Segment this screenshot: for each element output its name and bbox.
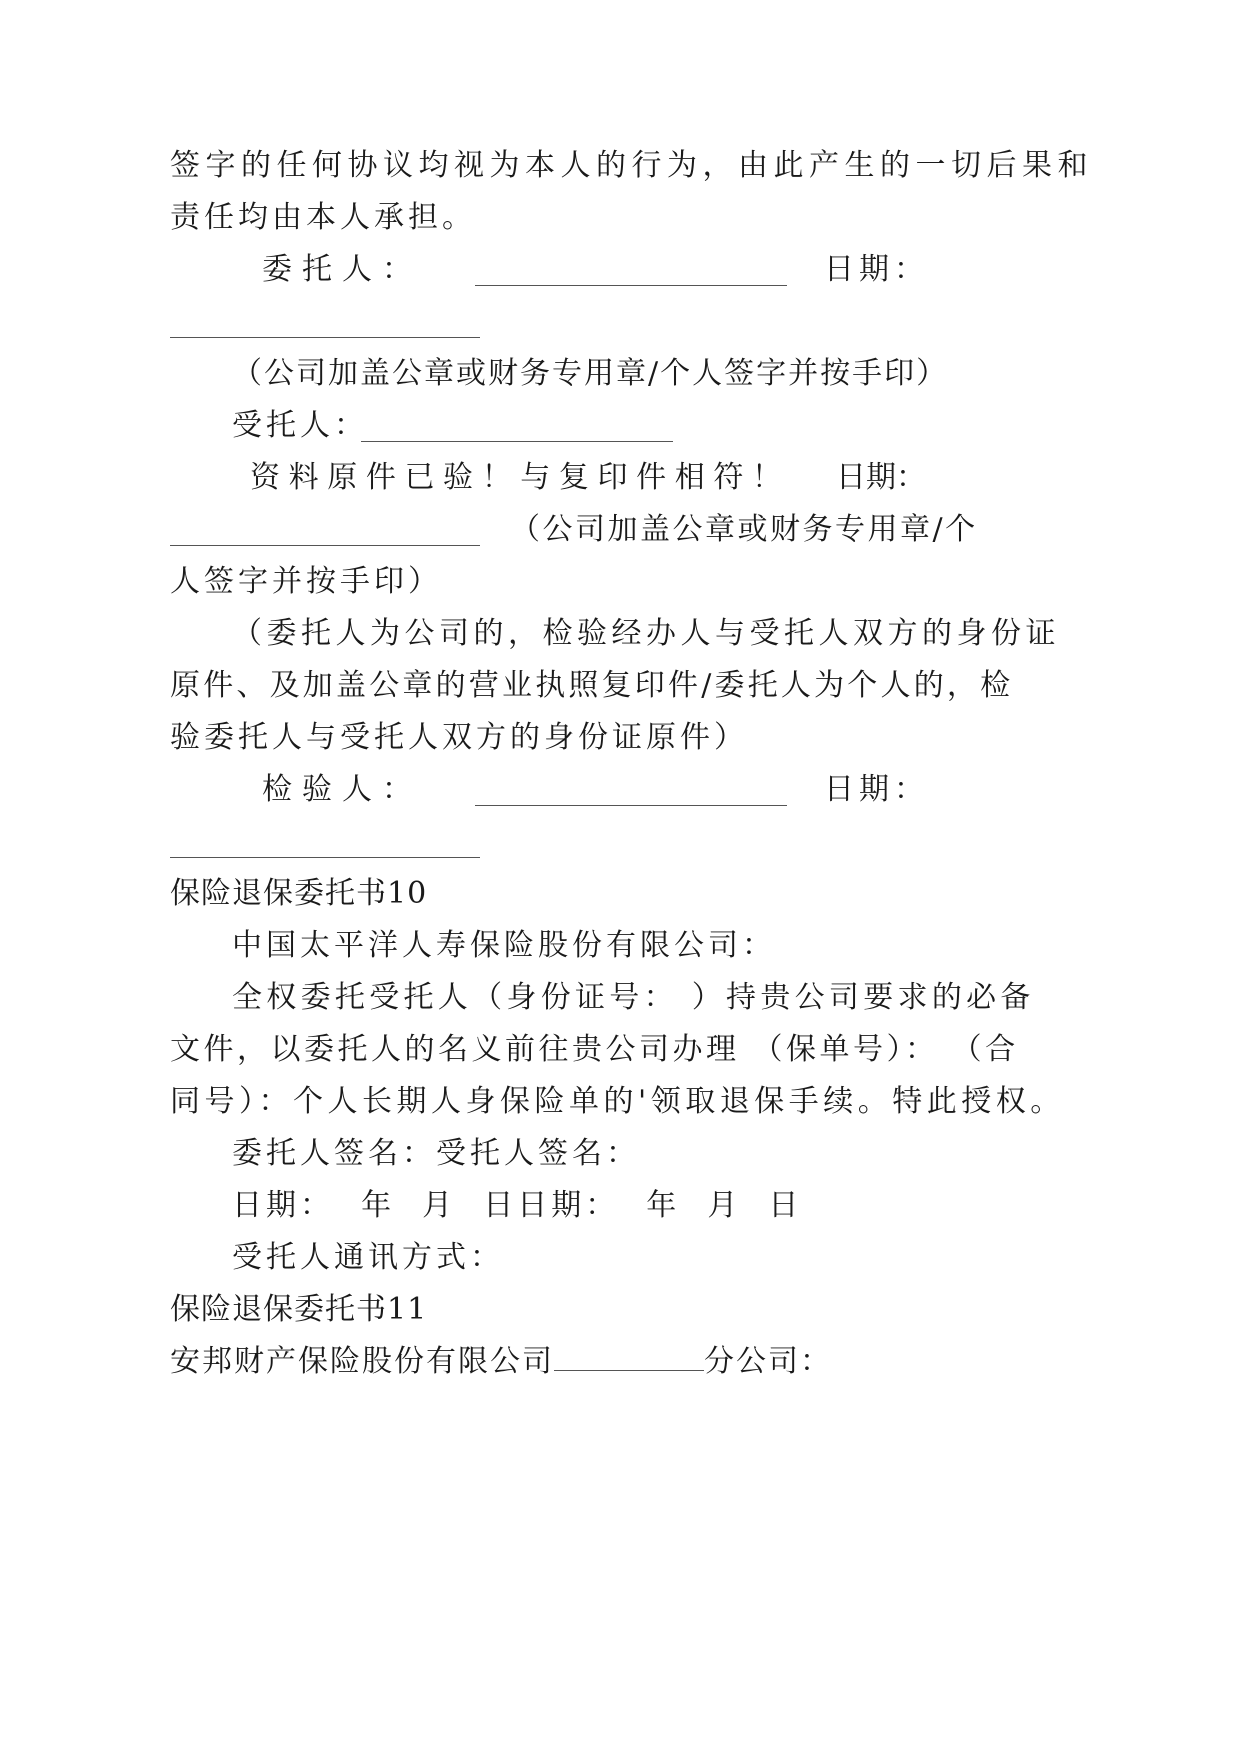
inspector-date-line	[170, 857, 480, 858]
signature-labels: 委托人签名：受托人签名：	[232, 1136, 640, 1171]
date-labels: 日期： 年 月 日日期： 年 月 日	[232, 1188, 803, 1223]
body-text-line: 签字的任何协议均视为本人的行为，由此产生的一切后果和	[170, 148, 1093, 183]
principal-label: 委 托 人 ：	[262, 252, 412, 287]
authorization-text: 文件，以委托人的名义前往贵公司办理 （保单号）： （合	[170, 1032, 1019, 1067]
inspector-signature-line	[475, 805, 787, 806]
verification-date-line	[170, 545, 480, 546]
seal-note-continued: 人签字并按手印）	[170, 564, 442, 599]
inspection-note: 原件、及加盖公章的营业执照复印件/委托人为个人的，检	[170, 668, 1014, 703]
contact-label: 受托人通讯方式：	[232, 1240, 504, 1275]
section-title: 保险退保委托书11	[170, 1292, 428, 1327]
addressee: 中国太平洋人寿保险股份有限公司：	[232, 928, 776, 963]
trustee-signature-line	[361, 441, 673, 442]
seal-note: （公司加盖公章或财务专用章/个人签字并按手印）	[232, 356, 949, 391]
addressee-line: 安邦财产保险股份有限公司 分公司：	[170, 1344, 832, 1379]
authorization-text: 全权委托受托人（身份证号： ）持贵公司要求的必备	[232, 980, 1035, 1015]
inspector-label: 检 验 人 ：	[262, 772, 412, 807]
section-title: 保险退保委托书10	[170, 876, 428, 911]
authorization-text: 同号）：个人长期人身保险单的'领取退保手续。特此授权。	[170, 1084, 1065, 1119]
principal-date-label: 日 期 ：	[824, 252, 924, 287]
seal-note: （公司加盖公章或财务专用章/个	[510, 512, 978, 547]
branch-blank	[554, 1369, 704, 1371]
body-text-line: 责任均由本人承担。	[170, 200, 476, 235]
trustee-label: 受托人：	[232, 408, 368, 443]
verification-statement: 资 料 原 件 已 验 ！ 与 复 印 件 相 符 ！	[250, 460, 782, 495]
principal-date-line	[170, 337, 480, 338]
inspection-note: 验委托人与受托人双方的身份证原件）	[170, 720, 748, 755]
principal-signature-line	[475, 285, 787, 286]
inspector-date-label: 日 期 ：	[824, 772, 924, 807]
inspection-note: （委托人为公司的，检验经办人与受托人双方的身份证	[232, 616, 1060, 651]
verification-date-label: 日 期 ：	[836, 460, 926, 495]
